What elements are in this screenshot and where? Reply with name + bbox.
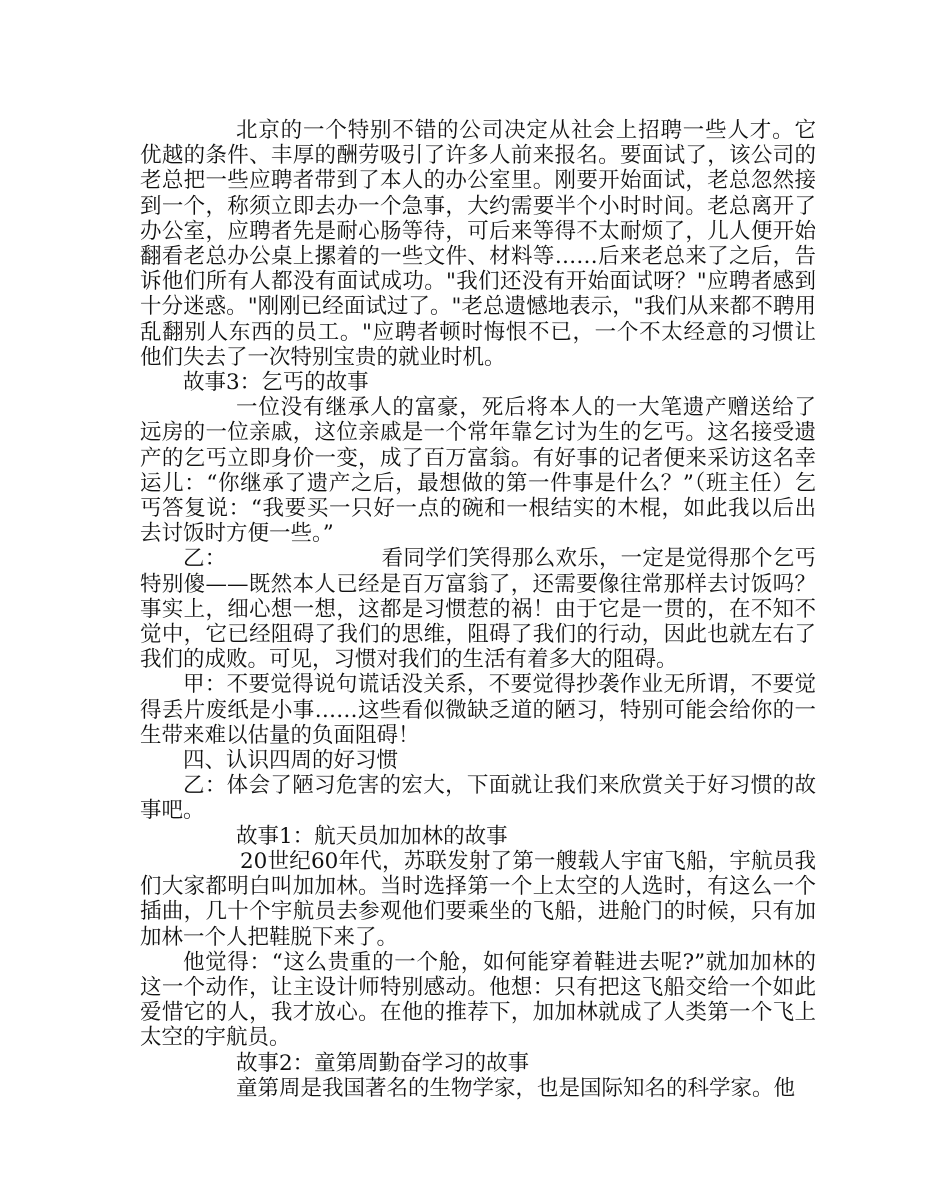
paragraph-speaker-jia: 甲：不要觉得说句谎话没关系，不要觉得抄袭作业无所谓，不要觉得丢片废纸是小事……这些看似微缺乏道的陋习，特别可能会给你的一生带来难以估量的负面阻碍！ bbox=[140, 672, 816, 748]
speaker-label: 乙： bbox=[183, 546, 227, 572]
paragraph-gagarin-thought: 他觉得：“这么贵重的一个舱，如何能穿着鞋进去呢?”就加加林的这一个动作，让主设计师特别感动。他想：只有把这飞船交给一个如此爱惜它的人，我才放心。在他的推荐下，加加林就成了人类第一个飞上太空的宇航员。 bbox=[140, 949, 816, 1051]
paragraph-beggar-story: 一位没有继承人的富豪，死后将本人的一大笔遗产赠送给了远房的一位亲戚，这位亲戚是一个常年靠乞讨为生的乞丐。这名接受遗产的乞丐立即身价一变，成了百万富翁。有好事的记者便来采访这名幸运儿：“你继承了遗产之后，最想做的第一件事是什么？”（班主任）乞丐答复说：“我要买一只好一点的碗和一根结实的木棍，如此我以后出去讨饭时方便一些。” bbox=[140, 395, 816, 547]
heading-story-3: 故事3：乞丐的故事 bbox=[183, 370, 369, 396]
document-page bbox=[140, 118, 816, 1101]
paragraph-gagarin-story: 20世纪60年代，苏联发射了第一艘载人宇宙飞船，宇航员我们大家都明白叫加加林。当时选择第一个上太空的人选时，有这么一个插曲，几十个宇航员去参观他们要乘坐的飞船，进舱门的时候，只有加加林一个人把鞋脱下来了。 bbox=[140, 848, 816, 950]
speaker-yi-text: 看同学们笑得那么欢乐，一定是觉得那个乞丐特别傻——既然本人已经是百万富翁了，还需要像往常那样去讨饭吗？事实上，细心想一想，这都是习惯惹的祸！由于它是一贯的，在不知不觉中，它已经阻碍了我们的思维，阻碍了我们的行动，因此也就左右了我们的成败。可见，习惯对我们的生活有着多大的阻碍。 bbox=[140, 546, 816, 673]
heading-story-2: 故事2：童第周勤奋学习的故事 bbox=[236, 1050, 530, 1076]
heading-story-1: 故事1：航天员加加林的故事 bbox=[236, 823, 508, 849]
paragraph-recruitment-story: 北京的一个特别不错的公司决定从社会上招聘一些人才。它优越的条件、丰厚的酬劳吸引了许多人前来报名。要面试了，该公司的老总把一些应聘者带到了本人的办公室里。刚要开始面试，老总忽然接到一个，称须立即去办一个急事，大约需要半个小时时间。老总离开了办公室，应聘者先是耐心肠等待，可后来等得不太耐烦了，儿人便开始翻看老总办公桌上摞着的一些文件、材料等……后来老总来了之后，告诉他们所有人都没有面试成功。"我们还没有开始面试呀？"应聘者感到十分迷惑。"刚刚已经面试过了。"老总遗憾地表示，"我们从来都不聘用乱翻别人东西的员工。"应聘者顿时悔恨不已，一个不太经意的习惯让他们失去了一次特别宝贵的就业时机。 bbox=[140, 118, 816, 370]
paragraph-intro-good-habits: 乙：体会了陋习危害的宏大，下面就让我们来欣赏关于好习惯的故事吧。 bbox=[140, 773, 816, 824]
paragraph-tong-dizhou: 童第周是我国著名的生物学家，也是国际知名的科学家。他 bbox=[236, 1075, 796, 1101]
paragraph-speaker-yi bbox=[140, 546, 816, 672]
heading-section-four: 四、认识四周的好习惯 bbox=[183, 748, 399, 774]
